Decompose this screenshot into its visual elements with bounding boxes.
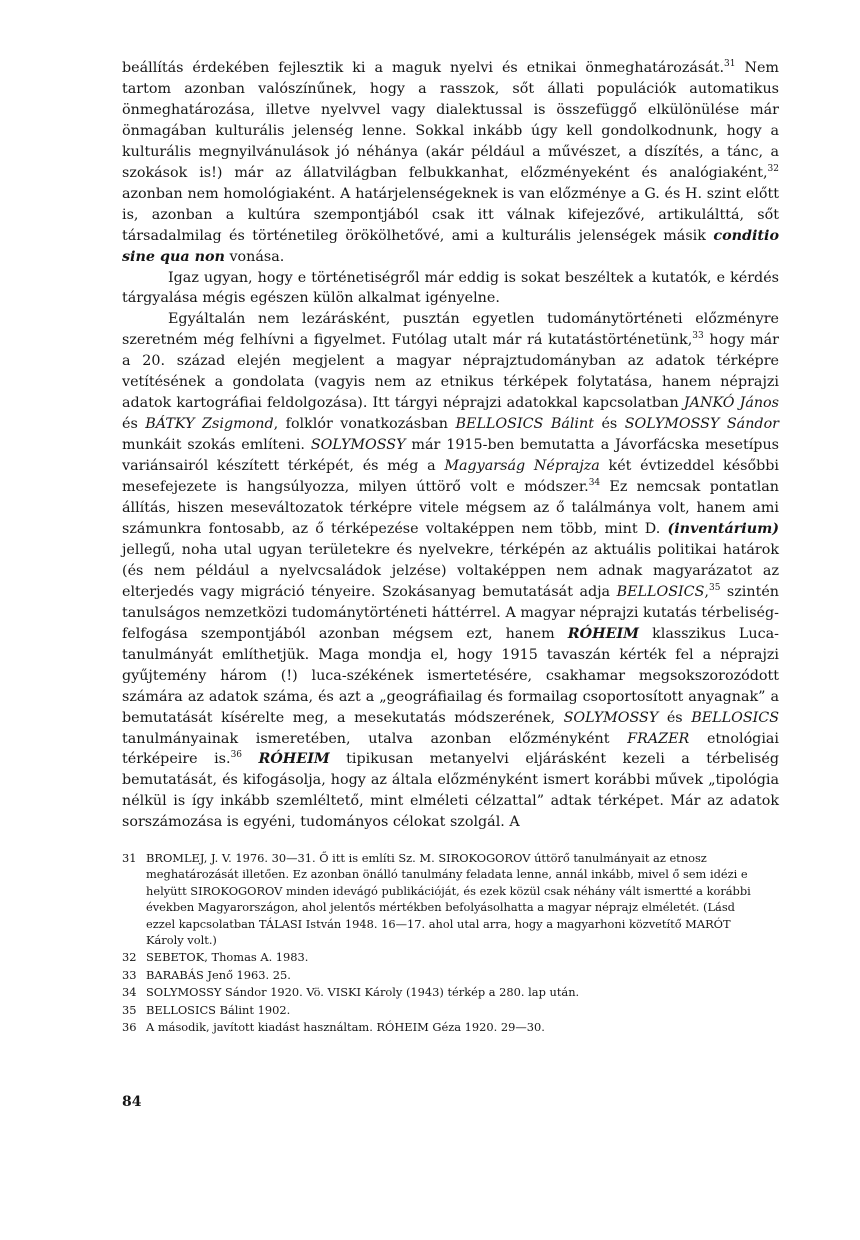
italic-name: SOLYMOSSY: [310, 437, 406, 454]
italic-name: BÁTKY Zsigmond: [145, 416, 274, 433]
footnote-text: BARABÁS Jenő 1963. 25.: [146, 967, 291, 982]
footnote-number: 31: [122, 851, 137, 865]
footnote: [122, 949, 762, 965]
footnotes: [122, 850, 762, 1036]
footnote-number: 34: [122, 985, 137, 1000]
paragraph: [122, 58, 779, 268]
footnote: [122, 850, 762, 948]
footnote: [122, 1002, 762, 1018]
text-run: két évtizeddel későbbi mesefejezete is hangsúlyozza, milyen úttörő volt e módszer.: [122, 458, 780, 496]
text-run: azonban nem homológiaként. A határjelenségeknek is van előzménye a G. és H. szint előtt is, azonban a kultúra szempontjából csak itt válnak kifejezővé, artikulálttá, sőt társadalmilag és történetileg örökölhetővé, ami a kulturális jelenségek másik: [122, 185, 779, 244]
footnote-text: SEBETOK, Thomas A. 1983.: [146, 950, 309, 965]
emphasis-text: RÓHEIM: [567, 625, 639, 642]
text-run: és: [593, 416, 625, 433]
footnote-ref: 35: [708, 582, 721, 593]
italic-name: SOLYMOSSY Sándor: [624, 416, 780, 433]
text-run: már 1915-ben bemutatta a Jávorfácska mesetípus variánsairól készített térképét, és még a: [122, 437, 779, 475]
footnote-ref: 32: [767, 163, 779, 174]
emphasis-text: (inventárium): [667, 520, 779, 537]
text-run: hogy már a 20. század elején megjelent a magyar néprajztudományban az adatok térképre vetítésének a gondolata (vagyis nem az etnikus térképek folytatása, hanem néprajzi adatok kartográfiai feldolgozása). Itt tárgyi néprajzi adatokkal kapcsolatban: [122, 332, 779, 412]
text-run: munkáit szokás említeni.: [122, 437, 311, 454]
footnote-number: 35: [122, 1002, 137, 1017]
footnote-number: 36: [122, 1020, 137, 1035]
footnote-text: SOLYMOSSY Sándor 1920. Vö. VISKI Károly (1943) térkép a 280. lap után.: [146, 985, 580, 1000]
main-text: [122, 58, 779, 833]
footnote-text: A második, javított kiadást használtam. RÓHEIM Géza 1920. 29—30.: [146, 1020, 545, 1035]
footnote-ref: 36: [230, 750, 243, 761]
italic-name: Magyarság Néprajza: [444, 458, 600, 475]
text-run: [242, 751, 258, 767]
emphasis-text: conditio sine qua non: [122, 227, 779, 265]
text-run: beállítás érdekében fejlesztik ki a maguk nyelvi és etnikai önmeghatározását.: [122, 60, 725, 76]
footnote: [122, 984, 762, 1000]
emphasis-text: RÓHEIM: [258, 751, 330, 768]
text-run: ,: [704, 583, 709, 600]
text-run: szintén tanulságos nemzetközi tudománytörténeti háttérrel. A magyar néprajzi kutatás térbeliség-felfogása szempontjából azonban mégsem ezt, hanem: [122, 583, 779, 642]
footnote-ref: 31: [724, 59, 736, 69]
italic-name: JANKÓ János: [683, 395, 779, 412]
text-run: Ez nemcsak pontatlan állítás, hiszen meseváltozatok térképre vitele mégsem az ő találmánya volt, hanem ami számunkra fontosabb, az ő térképezése voltaképpen nem több, mint D.: [122, 479, 779, 537]
footnote: [122, 967, 762, 983]
italic-name: BELLOSICS: [616, 583, 705, 600]
text-run: és: [658, 709, 692, 726]
footnote-number: 33: [122, 967, 137, 982]
text-run: vonása.: [224, 248, 285, 265]
footnote-ref: 33: [692, 331, 704, 342]
text-run: Nem tartom azonban valószínűnek, hogy a rasszok, sőt állati populációk automatikus önmeghatározása, illetve nyelvvel vagy dialektussal is összefüggő elkülönülése már önmagában kulturális jelenség lenne. Sokkal inkább úgy kell gondolkodnunk, hogy a kulturális megnyilvánulások jó néhánya (akár például a művészet, a díszítés, a tánc, a szokások is!) már az állatvilágban felbukkanhat, előzményeként és analógiaként,: [122, 60, 779, 181]
paragraph: [122, 309, 779, 833]
text-run: jellegű, noha utal ugyan területekre és nyelvekre, térképén az aktuális politikai határok (és nem például a nyelvcsaládok jelzése) voltaképpen nem adnak magyarázatot az elterjedés vagy migráció tényeire. Szokásanyag bemutatását adja: [122, 541, 779, 600]
italic-name: BELLOSICS Bálint: [455, 416, 594, 433]
text-run: etnológiai térképeire is.: [122, 730, 779, 768]
italic-name: SOLYMOSSY: [563, 709, 659, 726]
italic-name: FRAZER: [627, 730, 690, 747]
footnote-text: BROMLEJ, J. V. 1976. 30—31. Ő itt is említi Sz. M. SIROKOGOROV úttörő tanulmányait az etnosz meghatározását illetően. Ez azonban önálló tanulmány feladata lenne, annál inkább, mivel ő sem idézi e helyütt SIROKOGOROV minden idevágó publikációját, és ezek közül csak néhány vált ismertté a korábbi években Magyarországon, ahol jelentős mértékben befolyásolhatta a magyar néprajz elméletét. (Lásd ezzel kapcsolatban TÁLASI István 1948. 16—17. ahol utal arra, hogy a magyarhoni közvetítő MARÓT Károly volt.): [146, 851, 751, 948]
text-run: , folklór vonatkozásban: [273, 416, 456, 433]
text-run: és: [122, 416, 146, 433]
text-run: Igaz ugyan, hogy e történetiségről már eddig is sokat beszéltek a kutatók, e kérdés tárgyalása mégis egészen külön alkalmat igényelne.: [122, 269, 779, 307]
text-run: klasszikus Luca-tanulmányát említhetjük. Maga mondja el, hogy 1915 tavaszán kérték fel a néprajzi gyűjtemény három (!) luca-székének ismertetésére, csakhamar megsokszorozódott számára az adatok száma, és azt a „geográfiailag és formailag csoportosított anyagnak” a bemutatását kísérelte meg, a mesekutatás módszerének,: [122, 625, 779, 726]
footnote: [122, 1019, 762, 1035]
footnote-text: BELLOSICS Bálint 1902.: [146, 1002, 291, 1017]
footnote-number: 32: [122, 950, 137, 965]
text-run: tipikusan metanyelvi eljárásként kezeli a térbeliség bemutatását, és kifogásolja, hogy az általa előzményként ismert korábbi művek „tipológia nélkül is így inkább szemléltető, mint elméleti célzattal” adtak térképet. Már az adatok sorszámozása is egyéni, tudományos célokat szolgál. A: [122, 751, 779, 831]
text-run: Egyáltalán nem lezárásként, pusztán egyetlen tudománytörténeti előzményre szeretném még felhívni a figyelmet. Futólag utalt már rá kutatástörténetünk,: [122, 311, 779, 349]
paragraph: [122, 268, 779, 310]
italic-name: BELLOSICS: [691, 709, 780, 726]
page-number: 84: [122, 1094, 142, 1110]
footnote-ref: 34: [588, 478, 601, 489]
text-run: tanulmányainak ismeretében, utalva azonban előzményként: [122, 730, 628, 747]
